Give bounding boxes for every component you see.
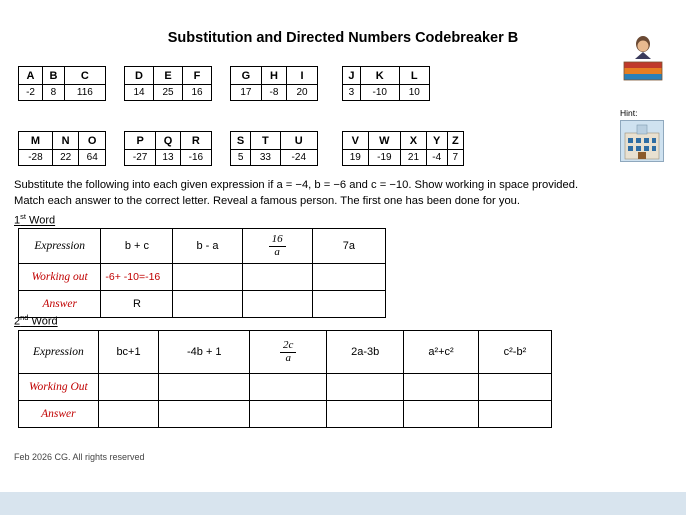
word1-table <box>18 228 386 318</box>
fraction-numerator: 2c <box>280 340 296 353</box>
answer-cell[interactable] <box>98 401 159 428</box>
expression-cell: a²+c² <box>404 331 479 374</box>
fraction-numerator: 16 <box>269 234 286 247</box>
school-building-icon <box>620 120 664 162</box>
footer-copyright: Feb 2026 CG. All rights reserved <box>14 452 145 462</box>
code-table-pqr <box>124 131 212 166</box>
expression-cell: 2a-3b <box>327 331 404 374</box>
code-letter: V <box>343 132 369 150</box>
row-label-answer: Answer <box>19 291 101 318</box>
code-letter: H <box>261 67 286 85</box>
expression-cell: -4b + 1 <box>159 331 250 374</box>
row-label-working-out: Working Out <box>19 374 99 401</box>
code-letter: O <box>79 132 106 150</box>
answer-cell[interactable] <box>404 401 479 428</box>
table-row <box>19 331 552 374</box>
working-cell[interactable] <box>173 264 242 291</box>
code-letter: N <box>52 132 79 150</box>
code-value: 20 <box>287 85 318 101</box>
books-and-student-icon <box>620 32 666 84</box>
code-letter: C <box>64 67 105 85</box>
code-value: 22 <box>52 150 79 166</box>
word2-label: 2nd Word <box>14 313 58 328</box>
code-value: 33 <box>251 150 280 166</box>
working-cell[interactable]: -6+ -10=-16 <box>101 264 173 291</box>
code-value: 10 <box>399 85 429 101</box>
working-cell[interactable] <box>242 264 312 291</box>
code-table-jkl <box>342 66 430 101</box>
code-letter: Y <box>426 132 447 150</box>
answer-cell[interactable] <box>173 291 242 318</box>
expression-cell: bc+1 <box>98 331 159 374</box>
table-row <box>19 374 552 401</box>
table-row <box>19 264 386 291</box>
code-letter: J <box>343 67 361 85</box>
code-value: 13 <box>156 150 181 166</box>
code-letter: E <box>154 67 183 85</box>
code-value: -10 <box>360 85 399 101</box>
instructions <box>14 178 674 209</box>
code-value: 14 <box>125 85 154 101</box>
code-value: -28 <box>19 150 53 166</box>
working-cell[interactable] <box>98 374 159 401</box>
expression-cell: c²-b² <box>478 331 551 374</box>
code-letter: B <box>43 67 65 85</box>
answer-cell[interactable] <box>478 401 551 428</box>
answer-cell[interactable] <box>242 291 312 318</box>
code-value: -2 <box>19 85 43 101</box>
word2-table <box>18 330 552 428</box>
row-label-working-out: Working out <box>19 264 101 291</box>
code-letter: W <box>368 132 401 150</box>
code-letter: A <box>19 67 43 85</box>
row-label-answer: Answer <box>19 401 99 428</box>
code-letter: I <box>287 67 318 85</box>
code-table-def <box>124 66 212 101</box>
answer-cell[interactable] <box>312 291 385 318</box>
code-value: -24 <box>280 150 317 166</box>
code-letter: U <box>280 132 317 150</box>
row-label-expression: Expression <box>19 331 99 374</box>
code-value: -16 <box>180 150 211 166</box>
code-letter: P <box>125 132 156 150</box>
code-value: 8 <box>43 85 65 101</box>
code-value: -19 <box>368 150 401 166</box>
code-letter: M <box>19 132 53 150</box>
fraction-denominator: a <box>285 351 291 364</box>
code-letter: R <box>180 132 211 150</box>
code-value: 116 <box>64 85 105 101</box>
code-table-ghi <box>230 66 318 101</box>
code-value: 21 <box>401 150 427 166</box>
expression-cell: b - a <box>173 229 242 264</box>
code-letter: Q <box>156 132 181 150</box>
code-value: 16 <box>183 85 212 101</box>
code-table-mno <box>18 131 106 166</box>
answer-cell[interactable] <box>250 401 327 428</box>
row-label-expression: Expression <box>19 229 101 264</box>
code-value: -4 <box>426 150 447 166</box>
expression-cell: b + c <box>101 229 173 264</box>
code-value: 19 <box>343 150 369 166</box>
instructions-line-1: Substitute the following into each given expression if a = −4, b = −6 and c = −10. Show working in space provided. <box>14 179 579 191</box>
table-row <box>19 291 386 318</box>
hint-label: Hint: <box>620 108 638 118</box>
working-cell[interactable] <box>312 264 385 291</box>
expression-cell <box>242 229 312 264</box>
code-letter: T <box>251 132 280 150</box>
code-value: 5 <box>231 150 251 166</box>
answer-cell[interactable] <box>159 401 250 428</box>
code-value: 3 <box>343 85 361 101</box>
code-letter: S <box>231 132 251 150</box>
code-letter: X <box>401 132 427 150</box>
answer-cell[interactable]: R <box>101 291 173 318</box>
code-letter: K <box>360 67 399 85</box>
working-cell[interactable] <box>327 374 404 401</box>
expression-cell <box>250 331 327 374</box>
working-cell[interactable] <box>404 374 479 401</box>
table-row <box>19 229 386 264</box>
word1-label: 1st Word <box>14 212 56 227</box>
code-letter: D <box>125 67 154 85</box>
code-value: -27 <box>125 150 156 166</box>
code-value: 17 <box>231 85 262 101</box>
code-letter: L <box>399 67 429 85</box>
code-table-vwxyz <box>342 131 464 166</box>
code-value: 25 <box>154 85 183 101</box>
page-title: Substitution and Directed Numbers Codebreaker B <box>167 30 519 46</box>
code-letter: G <box>231 67 262 85</box>
working-cell[interactable] <box>478 374 551 401</box>
code-letter: Z <box>447 132 463 150</box>
expression-cell: 7a <box>312 229 385 264</box>
code-letter: F <box>183 67 212 85</box>
code-value: -8 <box>261 85 286 101</box>
fraction-denominator: a <box>274 245 280 258</box>
answer-cell[interactable] <box>327 401 404 428</box>
code-value: 64 <box>79 150 106 166</box>
working-cell[interactable] <box>250 374 327 401</box>
table-row <box>19 401 552 428</box>
instructions-line-2: Match each answer to the correct letter. Reveal a famous person. The first one has been done for you. <box>14 194 520 207</box>
code-value: 7 <box>447 150 463 166</box>
code-table-abc <box>18 66 106 101</box>
working-cell[interactable] <box>159 374 250 401</box>
code-table-stu <box>230 131 318 166</box>
